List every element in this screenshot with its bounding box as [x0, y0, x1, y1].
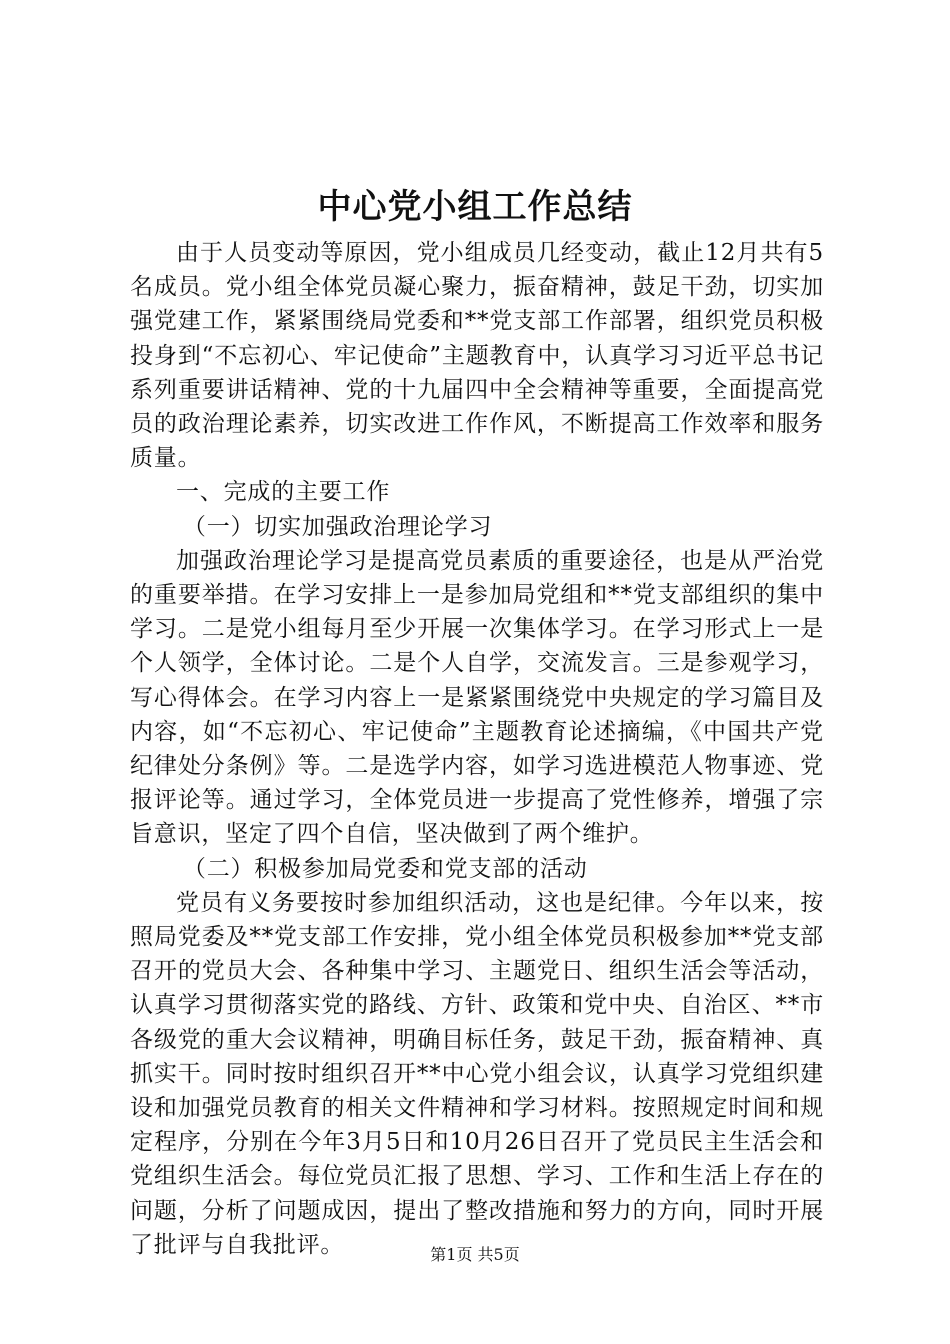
subsection-heading-activities: （二）积极参加局党委和党支部的活动: [182, 855, 588, 882]
subsection-heading-theory-study: （一）切实加强政治理论学习: [182, 513, 493, 540]
paragraph-activities: 党员有义务要按时参加组织活动，这也是纪律。今年以来，按照局党委及**党支部工作安排，党小组全体党员积极参加**党支部召开的党员大会、各种集中学习、主题党日、组织生活会等活动，认真学习贯彻落实党的路线、方针、政策和党中央、自治区、**市各级党的重大会议精神，明确目标任务，鼓足干劲，振奋精神、真抓实干。同时按时组织召开**中心党小组会议，认真学习党组织建设和加强党员教育的相关文件精神和学习材料。按照规定时间和规定程序，分别在今年3月5日和10月26日召开了党员民主生活会和党组织生活会。每位党员汇报了思想、学习、工作和生活上存在的问题，分析了问题成因，提出了整改措施和努力的方向，同时开展了批评与自我批评。: [130, 889, 824, 1258]
document-title: 中心党小组工作总结: [317, 187, 633, 227]
section-heading-main-work: 一、完成的主要工作: [176, 479, 391, 506]
page-footer: 第1页 共5页: [430, 1245, 520, 1264]
paragraph-intro: 由于人员变动等原因，党小组成员几经变动，截止12月共有5名成员。党小组全体党员凝心聚力，振奋精神，鼓足干劲，切实加强党建工作，紧紧围绕局党委和**党支部工作部署，组织党员积极投身到“不忘初心、牢记使命”主题教育中，认真学习习近平总书记系列重要讲话精神、党的十九届四中全会精神等重要，全面提高党员的政治理论素养，切实改进工作作风，不断提高工作效率和服务质量。: [130, 240, 824, 472]
document-body: [130, 236, 824, 1262]
paragraph-theory-study: 加强政治理论学习是提高党员素质的重要途径，也是从严治党的重要举措。在学习安排上一是参加局党组和**党支部组织的集中学习。二是党小组每月至少开展一次集体学习。在学习形式上一是个人领学，全体讨论。二是个人自学，交流发言。三是参观学习，写心得体会。在学习内容上一是紧紧围绕党中央规定的学习篇目及内容，如“不忘初心、牢记使命”主题教育论述摘编，《中国共产党纪律处分条例》等。二是选学内容，如学习选进模范人物事迹、党报评论等。通过学习，全体党员进一步提高了党性修养，增强了宗旨意识，坚定了四个自信，坚决做到了两个维护。: [130, 547, 824, 848]
